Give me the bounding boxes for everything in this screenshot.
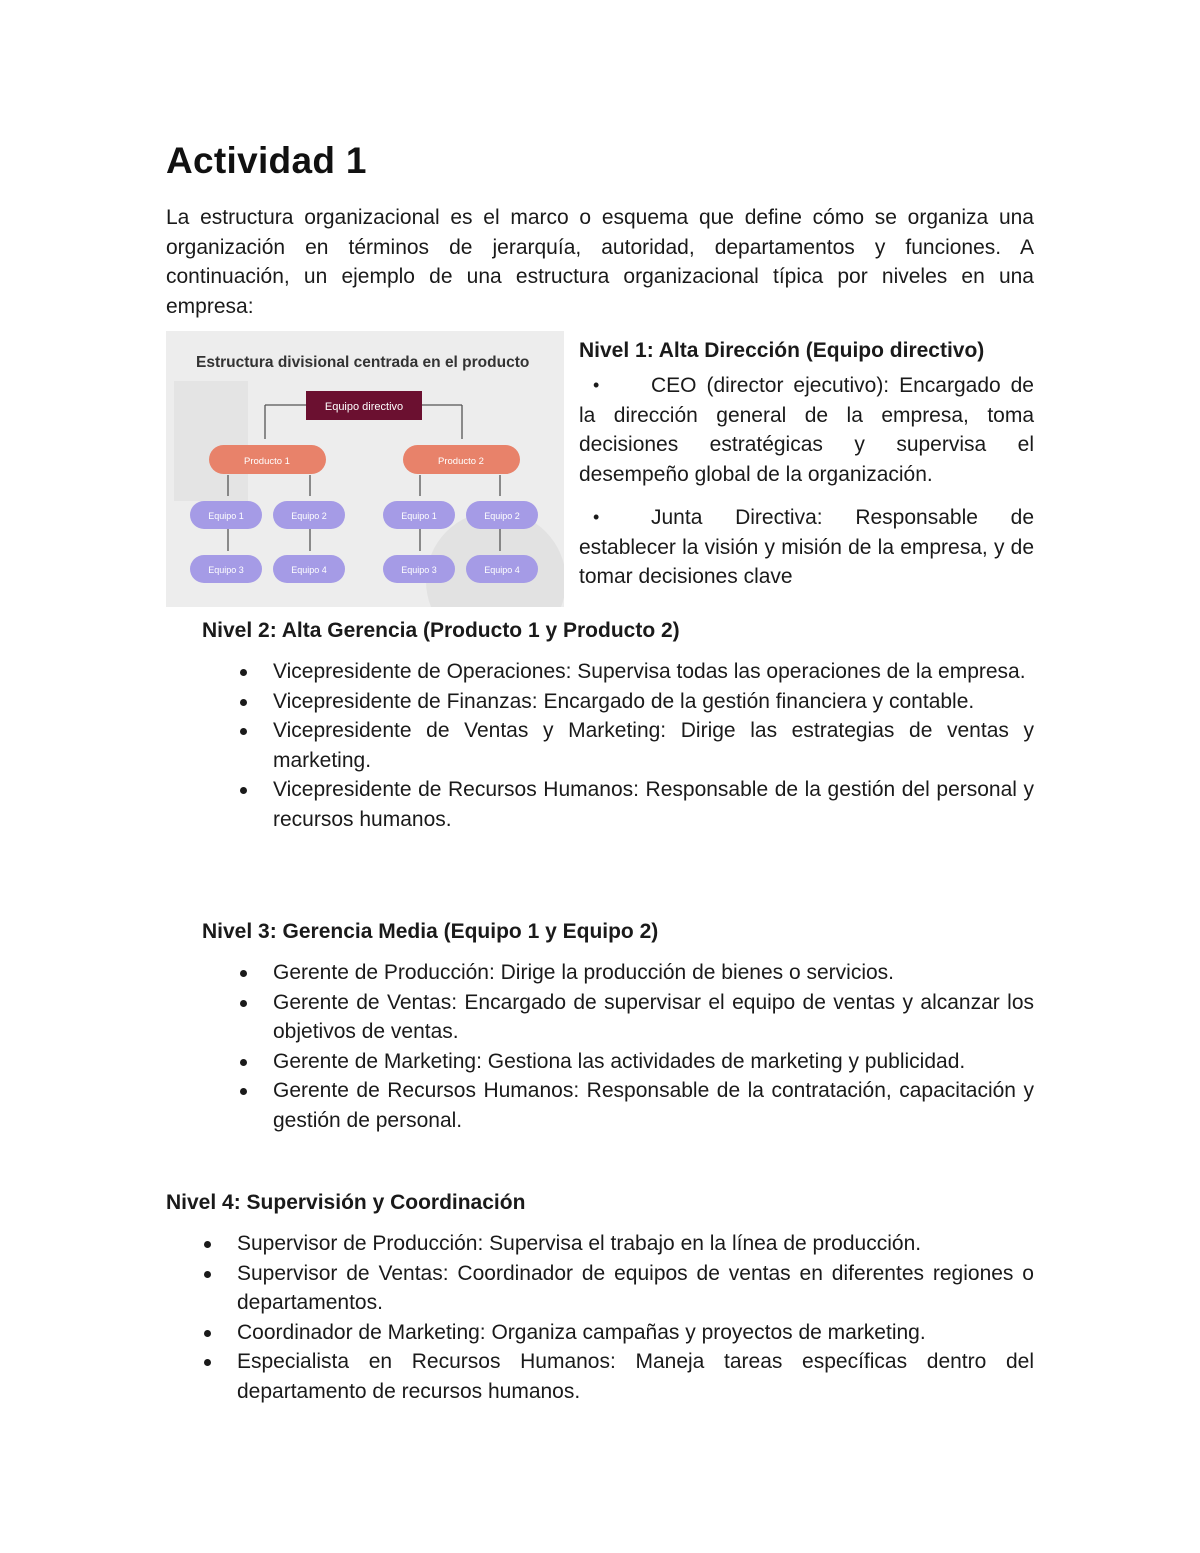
list-item bbox=[202, 988, 1034, 1047]
list-item-text: Junta Directiva: Responsable de establecer la visión y misión de la empresa, y de tomar decisiones clave bbox=[579, 506, 1034, 588]
list-item-text: Coordinador de Marketing: Organiza campañas y proyectos de marketing. bbox=[237, 1320, 926, 1344]
bullet-icon bbox=[204, 1359, 211, 1366]
org-chart-diagram bbox=[166, 331, 564, 607]
org-node-team-label: Equipo 1 bbox=[401, 511, 437, 521]
list-item-text: Vicepresidente de Operaciones: Supervisa todas las operaciones de la empresa. bbox=[273, 660, 1026, 683]
bullet-icon bbox=[240, 728, 247, 735]
level-2-section bbox=[202, 616, 1034, 834]
org-chart-image bbox=[166, 331, 564, 607]
level-2-list bbox=[202, 657, 1034, 834]
org-node-top-label: Equipo directivo bbox=[324, 401, 404, 413]
org-node-team-label: Equipo 2 bbox=[291, 511, 327, 521]
level-2-heading: Nivel 2: Alta Gerencia (Producto 1 y Producto 2) bbox=[202, 619, 680, 642]
level-4-section bbox=[166, 1188, 1034, 1406]
list-item bbox=[202, 716, 1034, 775]
bullet-icon: • bbox=[593, 375, 600, 395]
org-node-product-1-label: Producto 1 bbox=[244, 456, 290, 467]
bullet-icon bbox=[204, 1241, 211, 1248]
bullet-icon bbox=[240, 1088, 247, 1095]
level-3-section bbox=[202, 917, 1034, 1135]
level-4-heading: Nivel 4: Supervisión y Coordinación bbox=[166, 1191, 526, 1214]
list-item-text: Gerente de Recursos Humanos: Responsable de la contratación, capacitación y gestión de personal. bbox=[273, 1079, 1034, 1132]
org-node-product-2-label: Producto 2 bbox=[438, 456, 484, 467]
bullet-icon bbox=[240, 699, 247, 706]
page-title: Actividad 1 bbox=[166, 140, 367, 181]
bullet-icon: • bbox=[593, 507, 600, 527]
list-item-text: Supervisor de Ventas: Coordinador de equipos de ventas en diferentes regiones o departamentos. bbox=[237, 1261, 1034, 1314]
bullet-icon bbox=[240, 669, 247, 676]
list-item bbox=[202, 657, 1034, 687]
list-item bbox=[202, 775, 1034, 834]
level-1-list bbox=[579, 371, 1034, 592]
org-node-team-label: Equipo 3 bbox=[401, 565, 437, 575]
list-item-text: Gerente de Marketing: Gestiona las actividades de marketing y publicidad. bbox=[273, 1049, 966, 1073]
list-item bbox=[202, 1047, 1034, 1077]
level-3-list bbox=[202, 958, 1034, 1135]
org-node-team-label: Equipo 2 bbox=[484, 511, 520, 521]
list-item-text: Especialista en Recursos Humanos: Maneja tareas específicas dentro del departamento de recursos humanos. bbox=[237, 1350, 1034, 1403]
list-item bbox=[579, 503, 1034, 592]
org-chart-title: Estructura divisional centrada en el producto bbox=[196, 354, 530, 371]
list-item-text: Gerente de Ventas: Encargado de supervisar el equipo de ventas y alcanzar los objetivos de ventas. bbox=[273, 990, 1034, 1043]
list-item bbox=[166, 1229, 1034, 1259]
list-item bbox=[202, 687, 1034, 717]
list-item bbox=[202, 1076, 1034, 1135]
bullet-icon bbox=[204, 1271, 211, 1278]
list-item bbox=[166, 1259, 1034, 1318]
list-item-text: CEO (director ejecutivo): Encargado de la dirección general de la empresa, toma decisiones estratégicas y supervisa el desempeño global de la organización. bbox=[579, 374, 1034, 486]
list-item bbox=[166, 1347, 1034, 1406]
level-3-heading: Nivel 3: Gerencia Media (Equipo 1 y Equipo 2) bbox=[202, 920, 659, 943]
bullet-icon bbox=[240, 1059, 247, 1066]
list-item-text: Vicepresidente de Ventas y Marketing: Dirige las estrategias de ventas y marketing. bbox=[273, 719, 1034, 772]
intro-paragraph: La estructura organizacional es el marco o esquema que define cómo se organiza una organización en términos de jerarquía, autoridad, departamentos y funciones. A continuación, un ejemplo de una estructura organizacional típica por niveles en una empresa: bbox=[166, 206, 1034, 318]
org-node-team-label: Equipo 4 bbox=[291, 565, 327, 575]
level-4-list bbox=[166, 1229, 1034, 1406]
bullet-icon bbox=[240, 970, 247, 977]
org-node-team-label: Equipo 3 bbox=[208, 565, 244, 575]
level-1-section bbox=[579, 336, 1034, 606]
org-node-team-label: Equipo 4 bbox=[484, 565, 520, 575]
bullet-icon bbox=[240, 787, 247, 794]
level-1-heading: Nivel 1: Alta Dirección (Equipo directivo) bbox=[579, 339, 985, 362]
list-item-text: Vicepresidente de Finanzas: Encargado de la gestión financiera y contable. bbox=[273, 689, 975, 713]
list-item bbox=[166, 1318, 1034, 1348]
bullet-icon bbox=[240, 1000, 247, 1007]
bullet-icon bbox=[204, 1330, 211, 1337]
list-item-text: Gerente de Producción: Dirige la producción de bienes o servicios. bbox=[273, 961, 895, 984]
list-item bbox=[202, 958, 1034, 988]
list-item bbox=[579, 371, 1034, 489]
list-item-text: Supervisor de Producción: Supervisa el trabajo en la línea de producción. bbox=[237, 1232, 922, 1255]
org-node-team-label: Equipo 1 bbox=[208, 511, 244, 521]
list-item-text: Vicepresidente de Recursos Humanos: Responsable de la gestión del personal y recursos humanos. bbox=[273, 778, 1034, 831]
